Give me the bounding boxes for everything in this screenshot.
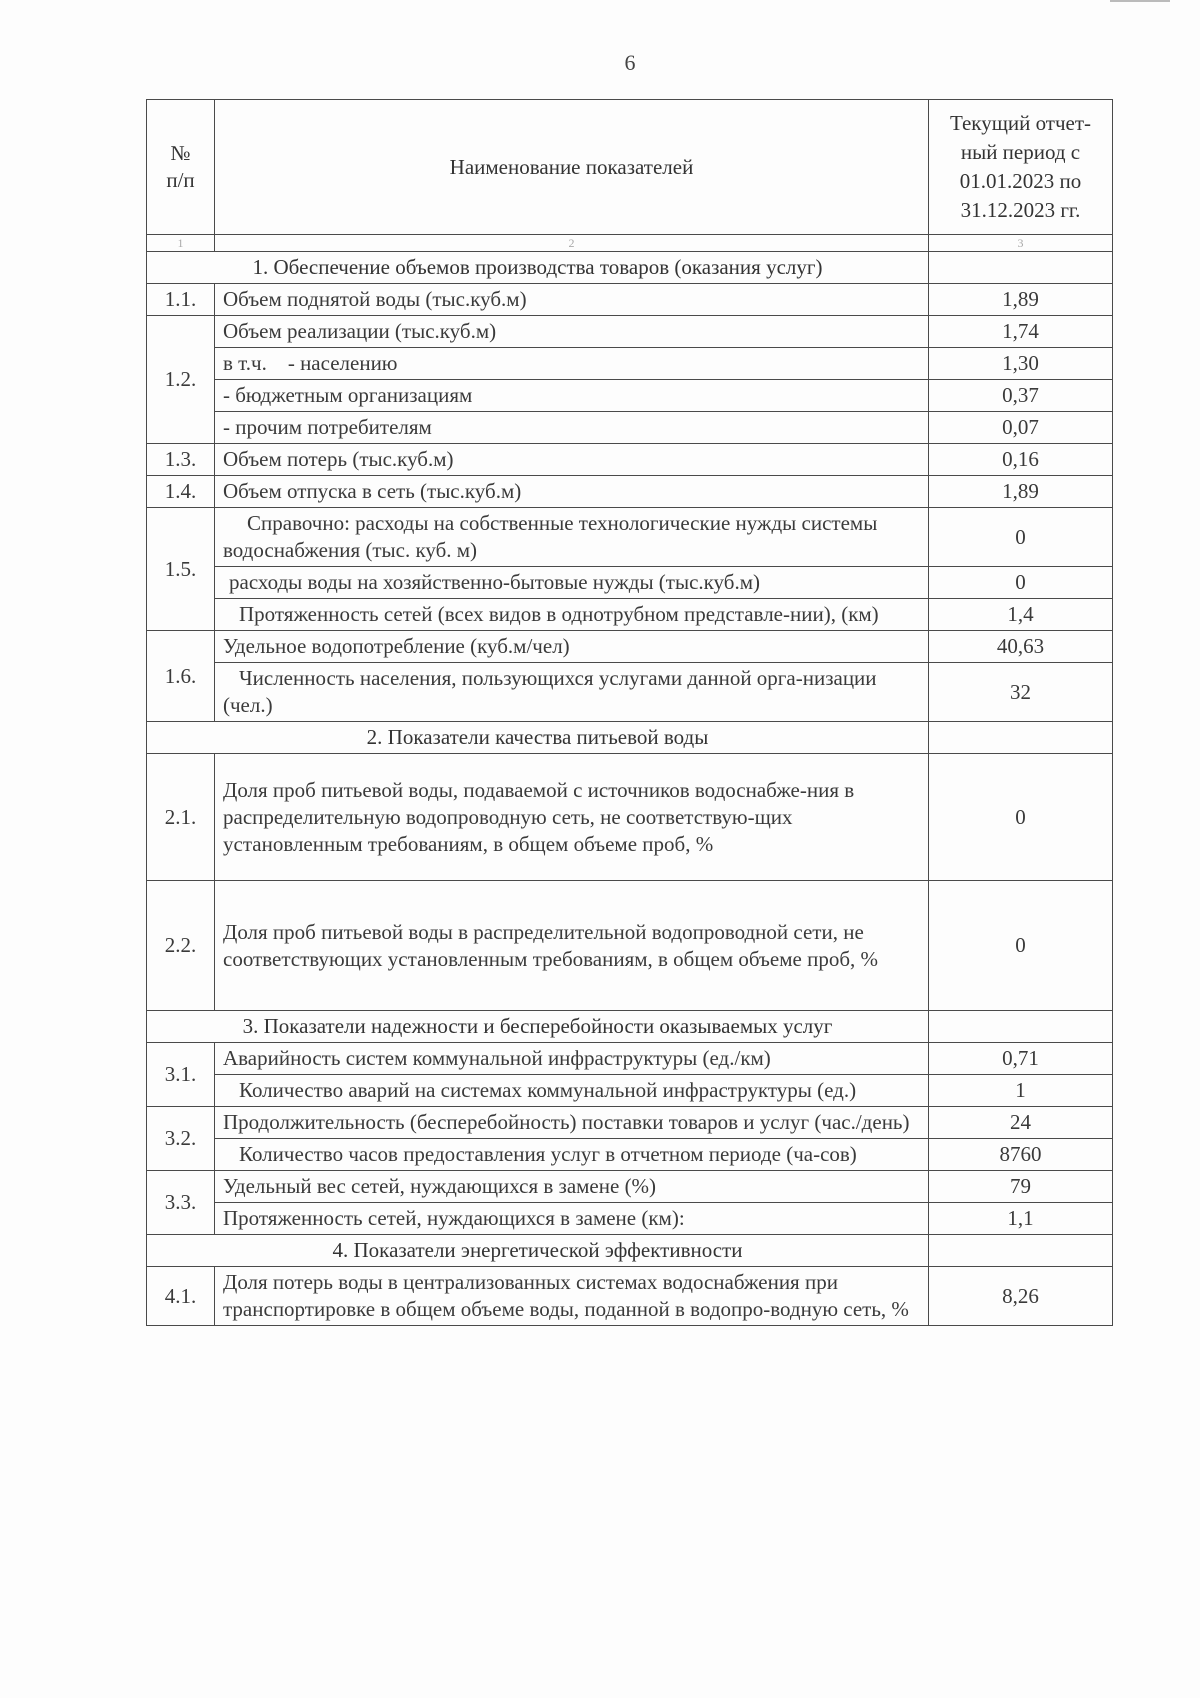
table-row xyxy=(147,1075,1113,1107)
row-name: Аварийность систем коммунальной инфраструктуры (ед./км) xyxy=(215,1043,929,1075)
row-value: 0 xyxy=(929,508,1113,567)
row-number: 3.2. xyxy=(147,1107,215,1171)
header-number-text: № п/п xyxy=(166,141,195,192)
row-number: 1.2. xyxy=(147,316,215,444)
row-value: 0 xyxy=(929,881,1113,1011)
row-name: Количество аварий на системах коммунальной инфраструктуры (ед.) xyxy=(215,1075,929,1107)
section-title-3: 3. Показатели надежности и бесперебойности оказываемых услуг xyxy=(147,1011,929,1043)
row-value: 0 xyxy=(929,754,1113,881)
row-number: 1.1. xyxy=(147,284,215,316)
row-number: 2.1. xyxy=(147,754,215,881)
section-value-empty xyxy=(929,722,1113,754)
table-row xyxy=(147,444,1113,476)
section-title-4: 4. Показатели энергетической эффективности xyxy=(147,1235,929,1267)
indicators-table xyxy=(146,99,1113,1326)
row-value: 1,4 xyxy=(929,599,1113,631)
table-row xyxy=(147,1139,1113,1171)
row-value: 79 xyxy=(929,1171,1113,1203)
table-row xyxy=(147,316,1113,348)
row-name: Продолжительность (бесперебойность) поставки товаров и услуг (час./день) xyxy=(215,1107,929,1139)
column-index-3: 3 xyxy=(929,235,1113,252)
row-name-text: в т.ч. - населению xyxy=(223,351,398,375)
row-name: Численность населения, пользующихся услугами данной орга-низации (чел.) xyxy=(215,663,929,722)
row-name xyxy=(215,348,929,380)
table-row xyxy=(147,1203,1113,1235)
row-value: 0,07 xyxy=(929,412,1113,444)
row-value: 1,30 xyxy=(929,348,1113,380)
row-value: 1 xyxy=(929,1075,1113,1107)
row-name: Протяженность сетей (всех видов в однотрубном представле-нии), (км) xyxy=(215,599,929,631)
table-row xyxy=(147,284,1113,316)
table-row xyxy=(147,412,1113,444)
table-row xyxy=(147,663,1113,722)
table-row xyxy=(147,1171,1113,1203)
row-name: Доля потерь воды в централизованных системах водоснабжения при транспортировке в общем объеме воды, поданной в водопро-водную сеть, % xyxy=(215,1267,929,1326)
table-row xyxy=(147,348,1113,380)
header-number xyxy=(147,100,215,235)
row-number: 1.3. xyxy=(147,444,215,476)
row-name: Справочно: расходы на собственные технологические нужды системы водоснабжения (тыс. куб. м) xyxy=(215,508,929,567)
table-row xyxy=(147,380,1113,412)
row-value: 8,26 xyxy=(929,1267,1113,1326)
row-number: 3.3. xyxy=(147,1171,215,1235)
table-row xyxy=(147,754,1113,881)
column-index-row xyxy=(147,235,1113,252)
row-name: Доля проб питьевой воды, подаваемой с источников водоснабже-ния в распределительную водопроводную сеть, не соответствую-щих установленным требованиям, в общем объеме проб, % xyxy=(215,754,929,881)
row-value: 0,16 xyxy=(929,444,1113,476)
row-name: Объем поднятой воды (тыс.куб.м) xyxy=(215,284,929,316)
row-value: 32 xyxy=(929,663,1113,722)
row-name: Объем потерь (тыс.куб.м) xyxy=(215,444,929,476)
table-row xyxy=(147,599,1113,631)
row-value: 0,37 xyxy=(929,380,1113,412)
row-value: 1,1 xyxy=(929,1203,1113,1235)
table-row xyxy=(147,1043,1113,1075)
row-number: 1.5. xyxy=(147,508,215,631)
table-row xyxy=(147,508,1113,567)
column-index-1: 1 xyxy=(147,235,215,252)
section-value-empty xyxy=(929,252,1113,284)
scan-edge-mark xyxy=(1110,0,1170,2)
table-row xyxy=(147,631,1113,663)
table-row xyxy=(147,1107,1113,1139)
row-name: расходы воды на хозяйственно-бытовые нужды (тыс.куб.м) xyxy=(215,567,929,599)
section-row xyxy=(147,1011,1113,1043)
row-name: - прочим потребителям xyxy=(215,412,929,444)
row-number: 3.1. xyxy=(147,1043,215,1107)
row-value: 0 xyxy=(929,567,1113,599)
row-value: 8760 xyxy=(929,1139,1113,1171)
section-row xyxy=(147,722,1113,754)
row-number: 1.6. xyxy=(147,631,215,722)
row-value: 1,74 xyxy=(929,316,1113,348)
row-value: 24 xyxy=(929,1107,1113,1139)
row-name: Протяженность сетей, нуждающихся в замене (км): xyxy=(215,1203,929,1235)
section-title-1: 1. Обеспечение объемов производства товаров (оказания услуг) xyxy=(147,252,929,284)
section-value-empty xyxy=(929,1235,1113,1267)
page-number: 6 xyxy=(624,50,636,75)
row-name: - бюджетным организациям xyxy=(215,380,929,412)
section-title-2: 2. Показатели качества питьевой воды xyxy=(147,722,929,754)
header-period xyxy=(929,100,1113,235)
row-value: 1,89 xyxy=(929,284,1113,316)
row-value: 1,89 xyxy=(929,476,1113,508)
row-name: Удельный вес сетей, нуждающихся в замене (%) xyxy=(215,1171,929,1203)
row-number: 2.2. xyxy=(147,881,215,1011)
row-name: Объем отпуска в сеть (тыс.куб.м) xyxy=(215,476,929,508)
row-value: 40,63 xyxy=(929,631,1113,663)
column-index-2: 2 xyxy=(215,235,929,252)
section-row xyxy=(147,252,1113,284)
table-row xyxy=(147,476,1113,508)
row-name: Доля проб питьевой воды в распределительной водопроводной сети, не соответствующих установленным требованиям, в общем объеме проб, % xyxy=(215,881,929,1011)
row-name: Объем реализации (тыс.куб.м) xyxy=(215,316,929,348)
row-name: Количество часов предоставления услуг в отчетном периоде (ча-сов) xyxy=(215,1139,929,1171)
header-period-text: Текущий отчет- ный период с 01.01.2023 по 31.12.2023 гг. xyxy=(949,111,1092,222)
row-number: 1.4. xyxy=(147,476,215,508)
table-row xyxy=(147,1267,1113,1326)
section-row xyxy=(147,1235,1113,1267)
table-header-row xyxy=(147,100,1113,235)
table-row xyxy=(147,567,1113,599)
section-value-empty xyxy=(929,1011,1113,1043)
row-number: 4.1. xyxy=(147,1267,215,1326)
row-value: 0,71 xyxy=(929,1043,1113,1075)
header-name: Наименование показателей xyxy=(215,100,929,235)
row-name: Удельное водопотребление (куб.м/чел) xyxy=(215,631,929,663)
table-row xyxy=(147,881,1113,1011)
